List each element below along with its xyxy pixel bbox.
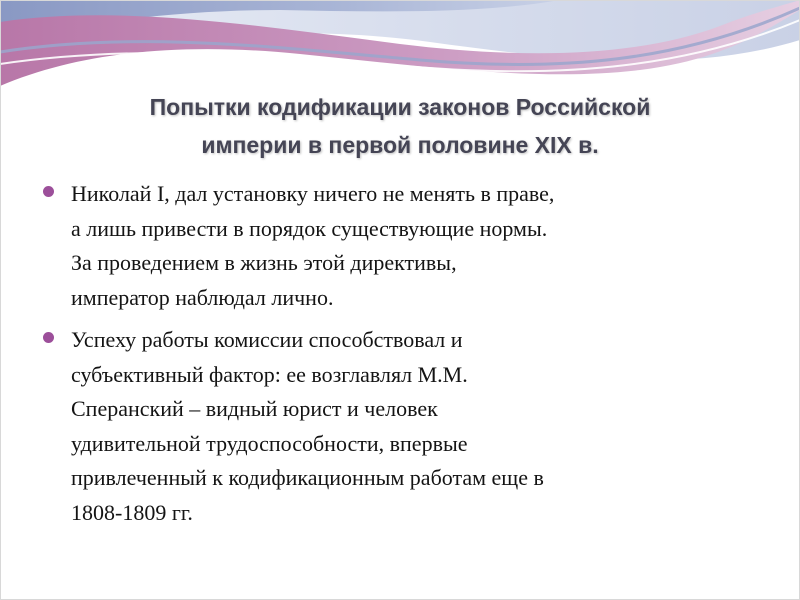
title-line-1: Попытки кодификации законов Российской (149, 94, 651, 120)
circle-bullet-icon (43, 186, 54, 197)
bullet-line: субъективный фактор: ее возглавлял М.М. (71, 361, 468, 387)
circle-bullet-icon (43, 332, 54, 343)
bullet-line: Успеху работы комиссии способствовал и (71, 327, 463, 352)
bullet-line: привлеченный к кодификационным работам еще в (71, 465, 544, 490)
bullet-item (40, 177, 760, 315)
title-line-2: империи в первой половине XIX в. (201, 132, 599, 158)
bullet-text (71, 177, 760, 315)
bullet-list (40, 177, 760, 538)
header-wave-decoration (0, 0, 800, 95)
bullet-text (71, 323, 760, 530)
bullet-line: удивительной трудоспособности, впервые (71, 430, 468, 456)
bullet-line: 1808-1809 гг. (71, 499, 193, 525)
bullet-line: Сперанский – видный юрист и человек (71, 396, 438, 421)
slide-title (40, 88, 760, 164)
bullet-line: император наблюдал лично. (71, 284, 334, 310)
bullet-item (40, 323, 760, 530)
bullet-line: Николай I, дал установку ничего не менять в праве, (71, 181, 555, 206)
bullet-line: а лишь привести в порядок существующие нормы. (71, 215, 548, 241)
bullet-line: За проведением в жизнь этой директивы, (71, 250, 457, 275)
